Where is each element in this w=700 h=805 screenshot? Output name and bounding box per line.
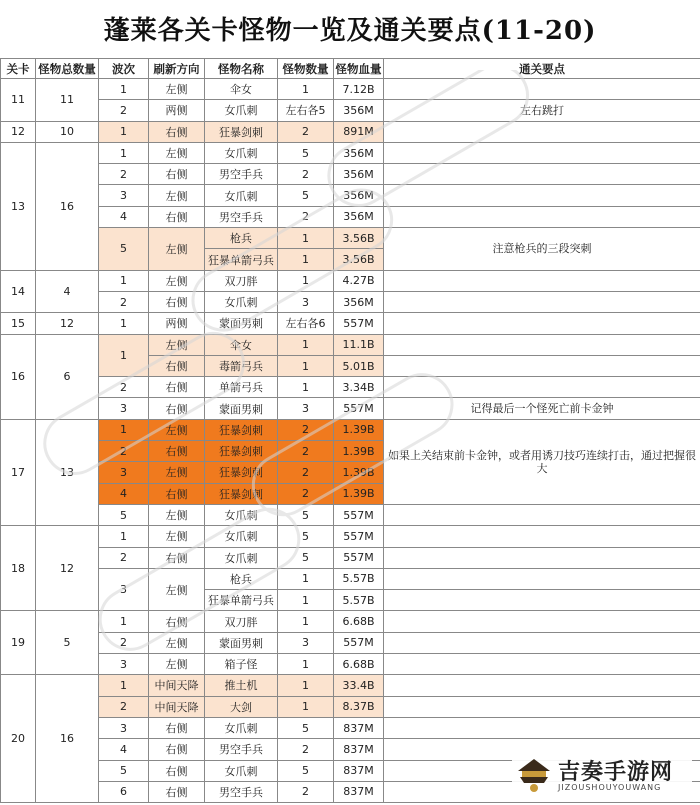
tips-cell xyxy=(384,79,700,100)
monster-hp-cell: 837M xyxy=(334,717,384,738)
wave-cell: 3 xyxy=(99,462,149,483)
monster-name-cell: 蒙面男刺 xyxy=(205,398,278,419)
tips-cell xyxy=(384,547,700,568)
monster-count-cell: 5 xyxy=(278,760,334,781)
tips-cell xyxy=(384,675,700,696)
table-row xyxy=(1,526,700,547)
monster-count-cell: 左右各5 xyxy=(278,100,334,121)
level-cell: 19 xyxy=(1,611,36,675)
monster-count-cell: 5 xyxy=(278,547,334,568)
wave-cell: 1 xyxy=(99,419,149,440)
wave-cell: 2 xyxy=(99,441,149,462)
monster-hp-cell: 837M xyxy=(334,739,384,760)
tips-cell xyxy=(384,185,700,206)
tips-cell xyxy=(384,377,700,398)
monster-hp-cell: 1.39B xyxy=(334,419,384,440)
wave-cell: 5 xyxy=(99,228,149,271)
monster-hp-cell: 11.1B xyxy=(334,334,384,355)
monster-hp-cell: 1.39B xyxy=(334,462,384,483)
wave-cell: 2 xyxy=(99,632,149,653)
total-count-cell: 16 xyxy=(36,675,99,803)
table-header-row xyxy=(1,59,700,79)
header-wave: 波次 xyxy=(99,59,149,79)
table-row xyxy=(1,696,700,717)
monster-name-cell: 伞女 xyxy=(205,334,278,355)
monster-hp-cell: 356M xyxy=(334,100,384,121)
monster-hp-cell: 356M xyxy=(334,164,384,185)
monster-count-cell: 2 xyxy=(278,462,334,483)
total-count-cell: 11 xyxy=(36,79,99,122)
direction-cell: 左侧 xyxy=(149,270,205,291)
tips-cell: 记得最后一个怪死亡前卡金钟 xyxy=(384,398,700,419)
monster-name-cell: 女爪刺 xyxy=(205,142,278,163)
direction-cell: 左侧 xyxy=(149,462,205,483)
monster-count-cell: 1 xyxy=(278,696,334,717)
monster-name-cell: 蒙面男刺 xyxy=(205,313,278,334)
monster-count-cell: 2 xyxy=(278,441,334,462)
wave-cell: 1 xyxy=(99,334,149,377)
monster-hp-cell: 7.12B xyxy=(334,79,384,100)
tips-cell xyxy=(384,355,700,376)
monster-name-cell: 毒箭弓兵 xyxy=(205,355,278,376)
monster-count-cell: 3 xyxy=(278,632,334,653)
header-monster-count: 怪物数量 xyxy=(278,59,334,79)
direction-cell: 左侧 xyxy=(149,568,205,611)
monster-name-cell: 狂暴单箭弓兵 xyxy=(205,249,278,270)
monster-count-cell: 5 xyxy=(278,526,334,547)
monster-name-cell: 女爪刺 xyxy=(205,717,278,738)
direction-cell: 左侧 xyxy=(149,419,205,440)
direction-cell: 右侧 xyxy=(149,547,205,568)
direction-cell: 左侧 xyxy=(149,654,205,675)
monster-hp-cell: 557M xyxy=(334,398,384,419)
monster-count-cell: 3 xyxy=(278,398,334,419)
monster-count-cell: 2 xyxy=(278,419,334,440)
wave-cell: 1 xyxy=(99,142,149,163)
tips-cell xyxy=(384,291,700,312)
tips-cell xyxy=(384,526,700,547)
wave-cell: 2 xyxy=(99,100,149,121)
tips-cell xyxy=(384,270,700,291)
monster-hp-cell: 5.01B xyxy=(334,355,384,376)
wave-cell: 3 xyxy=(99,398,149,419)
monster-name-cell: 推土机 xyxy=(205,675,278,696)
monster-name-cell: 双刀胖 xyxy=(205,611,278,632)
direction-cell: 左侧 xyxy=(149,79,205,100)
tips-cell: 左右跳打 xyxy=(384,100,700,121)
monster-count-cell: 1 xyxy=(278,79,334,100)
monster-name-cell: 枪兵 xyxy=(205,228,278,249)
monster-name-cell: 女爪刺 xyxy=(205,185,278,206)
table-row xyxy=(1,568,700,589)
monster-name-cell: 女爪刺 xyxy=(205,526,278,547)
monster-hp-cell: 8.37B xyxy=(334,696,384,717)
monster-name-cell: 单箭弓兵 xyxy=(205,377,278,398)
wave-cell: 1 xyxy=(99,270,149,291)
wave-cell: 3 xyxy=(99,185,149,206)
monster-hp-cell: 837M xyxy=(334,781,384,802)
monster-count-cell: 2 xyxy=(278,164,334,185)
total-count-cell: 12 xyxy=(36,526,99,611)
monster-hp-cell: 356M xyxy=(334,185,384,206)
monster-count-cell: 3 xyxy=(278,291,334,312)
wave-cell: 2 xyxy=(99,164,149,185)
direction-cell: 右侧 xyxy=(149,377,205,398)
direction-cell: 右侧 xyxy=(149,206,205,227)
table-row xyxy=(1,377,700,398)
monster-hp-cell: 557M xyxy=(334,313,384,334)
table-row xyxy=(1,504,700,525)
monster-count-cell: 1 xyxy=(278,611,334,632)
monster-count-cell: 1 xyxy=(278,654,334,675)
logo-subtext: JIZOUSHOUYOUWANG xyxy=(558,783,662,792)
wave-cell: 4 xyxy=(99,483,149,504)
monster-name-cell: 女爪刺 xyxy=(205,504,278,525)
monster-name-cell: 大剑 xyxy=(205,696,278,717)
site-logo xyxy=(512,755,692,799)
monster-hp-cell: 557M xyxy=(334,632,384,653)
tips-cell xyxy=(384,334,700,355)
monster-name-cell: 狂暴单箭弓兵 xyxy=(205,590,278,611)
tips-cell xyxy=(384,590,700,611)
header-tips: 通关要点 xyxy=(384,59,700,79)
monster-count-cell: 2 xyxy=(278,739,334,760)
total-count-cell: 4 xyxy=(36,270,99,313)
monster-hp-cell: 1.39B xyxy=(334,483,384,504)
direction-cell: 右侧 xyxy=(149,483,205,504)
wave-cell: 4 xyxy=(99,739,149,760)
tips-cell xyxy=(384,568,700,589)
monster-name-cell: 狂暴剑刺 xyxy=(205,483,278,504)
tips-cell xyxy=(384,632,700,653)
wave-cell: 1 xyxy=(99,611,149,632)
wave-cell: 1 xyxy=(99,526,149,547)
total-count-cell: 10 xyxy=(36,121,99,142)
direction-cell: 右侧 xyxy=(149,717,205,738)
direction-cell: 左侧 xyxy=(149,334,205,355)
table-row xyxy=(1,632,700,653)
tips-cell: 注意枪兵的三段突刺 xyxy=(384,228,700,271)
level-cell: 16 xyxy=(1,334,36,419)
monster-hp-cell: 3.56B xyxy=(334,228,384,249)
table-row xyxy=(1,717,700,738)
tips-cell xyxy=(384,504,700,525)
monster-count-cell: 左右各6 xyxy=(278,313,334,334)
header-total: 怪物总数量 xyxy=(36,59,99,79)
tips-cell xyxy=(384,142,700,163)
monster-count-cell: 1 xyxy=(278,334,334,355)
level-cell: 18 xyxy=(1,526,36,611)
total-count-cell: 13 xyxy=(36,419,99,525)
monster-count-cell: 1 xyxy=(278,270,334,291)
monster-hp-cell: 5.57B xyxy=(334,568,384,589)
monster-name-cell: 狂暴剑刺 xyxy=(205,419,278,440)
direction-cell: 右侧 xyxy=(149,441,205,462)
direction-cell: 两侧 xyxy=(149,100,205,121)
monster-hp-cell: 891M xyxy=(334,121,384,142)
header-level: 关卡 xyxy=(1,59,36,79)
monster-count-cell: 1 xyxy=(278,590,334,611)
direction-cell: 左侧 xyxy=(149,504,205,525)
monster-count-cell: 5 xyxy=(278,185,334,206)
wave-cell: 3 xyxy=(99,717,149,738)
monster-name-cell: 男空手兵 xyxy=(205,781,278,802)
table-row xyxy=(1,398,700,419)
wave-cell: 2 xyxy=(99,377,149,398)
monster-name-cell: 男空手兵 xyxy=(205,739,278,760)
direction-cell: 左侧 xyxy=(149,185,205,206)
header-monster-hp: 怪物血量 xyxy=(334,59,384,79)
level-cell: 20 xyxy=(1,675,36,803)
monster-count-cell: 1 xyxy=(278,568,334,589)
monster-name-cell: 枪兵 xyxy=(205,568,278,589)
direction-cell: 右侧 xyxy=(149,760,205,781)
table-row xyxy=(1,206,700,227)
tips-cell xyxy=(384,164,700,185)
monster-hp-cell: 557M xyxy=(334,504,384,525)
monster-count-cell: 2 xyxy=(278,483,334,504)
wave-cell: 3 xyxy=(99,568,149,611)
pagoda-logo-icon xyxy=(516,757,552,793)
monster-name-cell: 男空手兵 xyxy=(205,164,278,185)
tips-cell xyxy=(384,313,700,334)
level-cell: 14 xyxy=(1,270,36,313)
monster-name-cell: 男空手兵 xyxy=(205,206,278,227)
page-title: 蓬莱各关卡怪物一览及通关要点(11-20) xyxy=(103,16,597,46)
header-monster-name: 怪物名称 xyxy=(205,59,278,79)
table-row xyxy=(1,228,700,249)
table-row xyxy=(1,654,700,675)
monster-count-cell: 5 xyxy=(278,142,334,163)
monster-count-cell: 1 xyxy=(278,675,334,696)
monster-hp-cell: 4.27B xyxy=(334,270,384,291)
monster-count-cell: 2 xyxy=(278,781,334,802)
wave-cell: 1 xyxy=(99,79,149,100)
level-cell: 12 xyxy=(1,121,36,142)
tips-cell xyxy=(384,717,700,738)
wave-cell: 2 xyxy=(99,291,149,312)
monster-hp-cell: 356M xyxy=(334,206,384,227)
table-row xyxy=(1,142,700,163)
wave-cell: 1 xyxy=(99,313,149,334)
level-cell: 13 xyxy=(1,142,36,270)
wave-cell: 5 xyxy=(99,760,149,781)
monster-hp-cell: 5.57B xyxy=(334,590,384,611)
level-cell: 15 xyxy=(1,313,36,334)
direction-cell: 两侧 xyxy=(149,313,205,334)
table-row xyxy=(1,419,700,440)
total-count-cell: 16 xyxy=(36,142,99,270)
monster-name-cell: 女爪刺 xyxy=(205,547,278,568)
wave-cell: 1 xyxy=(99,675,149,696)
wave-cell: 5 xyxy=(99,504,149,525)
monster-count-cell: 1 xyxy=(278,355,334,376)
monster-name-cell: 女爪刺 xyxy=(205,760,278,781)
level-cell: 11 xyxy=(1,79,36,122)
monster-name-cell: 狂暴剑刺 xyxy=(205,121,278,142)
table-row xyxy=(1,270,700,291)
wave-cell: 3 xyxy=(99,654,149,675)
table-row xyxy=(1,313,700,334)
direction-cell: 右侧 xyxy=(149,739,205,760)
monster-count-cell: 1 xyxy=(278,249,334,270)
table-row xyxy=(1,611,700,632)
monster-count-cell: 5 xyxy=(278,717,334,738)
tips-cell xyxy=(384,121,700,142)
direction-cell: 中间天降 xyxy=(149,696,205,717)
direction-cell: 右侧 xyxy=(149,164,205,185)
direction-cell: 右侧 xyxy=(149,121,205,142)
monster-hp-cell: 356M xyxy=(334,291,384,312)
total-count-cell: 6 xyxy=(36,334,99,419)
wave-cell: 2 xyxy=(99,696,149,717)
direction-cell: 右侧 xyxy=(149,611,205,632)
monster-table xyxy=(0,58,700,803)
monster-count-cell: 2 xyxy=(278,206,334,227)
monster-name-cell: 女爪刺 xyxy=(205,100,278,121)
direction-cell: 右侧 xyxy=(149,355,205,376)
wave-cell: 4 xyxy=(99,206,149,227)
monster-hp-cell: 837M xyxy=(334,760,384,781)
monster-hp-cell: 1.39B xyxy=(334,441,384,462)
table-row xyxy=(1,185,700,206)
monster-hp-cell: 6.68B xyxy=(334,611,384,632)
direction-cell: 左侧 xyxy=(149,632,205,653)
monster-name-cell: 狂暴剑刺 xyxy=(205,441,278,462)
monster-hp-cell: 33.4B xyxy=(334,675,384,696)
monster-count-cell: 2 xyxy=(278,121,334,142)
tips-cell: 如果上关结束前卡金钟，或者用诱刀技巧连续打击，通过把握很大 xyxy=(384,419,700,504)
tips-cell xyxy=(384,654,700,675)
table-row xyxy=(1,164,700,185)
monster-hp-cell: 3.56B xyxy=(334,249,384,270)
monster-name-cell: 伞女 xyxy=(205,79,278,100)
monster-count-cell: 1 xyxy=(278,228,334,249)
table-row xyxy=(1,79,700,100)
wave-cell: 2 xyxy=(99,547,149,568)
level-cell: 17 xyxy=(1,419,36,525)
monster-hp-cell: 6.68B xyxy=(334,654,384,675)
monster-hp-cell: 557M xyxy=(334,547,384,568)
table-row xyxy=(1,547,700,568)
total-count-cell: 12 xyxy=(36,313,99,334)
table-row xyxy=(1,675,700,696)
direction-cell: 右侧 xyxy=(149,291,205,312)
direction-cell: 中间天降 xyxy=(149,675,205,696)
monster-name-cell: 蒙面男刺 xyxy=(205,632,278,653)
monster-count-cell: 5 xyxy=(278,504,334,525)
logo-name: 吉奏手游网 xyxy=(558,760,674,785)
table-row xyxy=(1,121,700,142)
total-count-cell: 5 xyxy=(36,611,99,675)
monster-hp-cell: 356M xyxy=(334,142,384,163)
monster-name-cell: 箱子怪 xyxy=(205,654,278,675)
tips-cell xyxy=(384,696,700,717)
table-row xyxy=(1,334,700,355)
monster-hp-cell: 557M xyxy=(334,526,384,547)
direction-cell: 左侧 xyxy=(149,228,205,271)
monster-name-cell: 狂暴剑刺 xyxy=(205,462,278,483)
tips-cell xyxy=(384,206,700,227)
monster-hp-cell: 3.34B xyxy=(334,377,384,398)
monster-name-cell: 双刀胖 xyxy=(205,270,278,291)
wave-cell: 6 xyxy=(99,781,149,802)
table-body xyxy=(1,79,700,803)
table-row xyxy=(1,100,700,121)
table-row xyxy=(1,291,700,312)
direction-cell: 左侧 xyxy=(149,526,205,547)
monster-name-cell: 女爪刺 xyxy=(205,291,278,312)
direction-cell: 右侧 xyxy=(149,781,205,802)
monster-count-cell: 1 xyxy=(278,377,334,398)
direction-cell: 左侧 xyxy=(149,142,205,163)
wave-cell: 1 xyxy=(99,121,149,142)
direction-cell: 右侧 xyxy=(149,398,205,419)
tips-cell xyxy=(384,611,700,632)
header-direction: 刷新方向 xyxy=(149,59,205,79)
